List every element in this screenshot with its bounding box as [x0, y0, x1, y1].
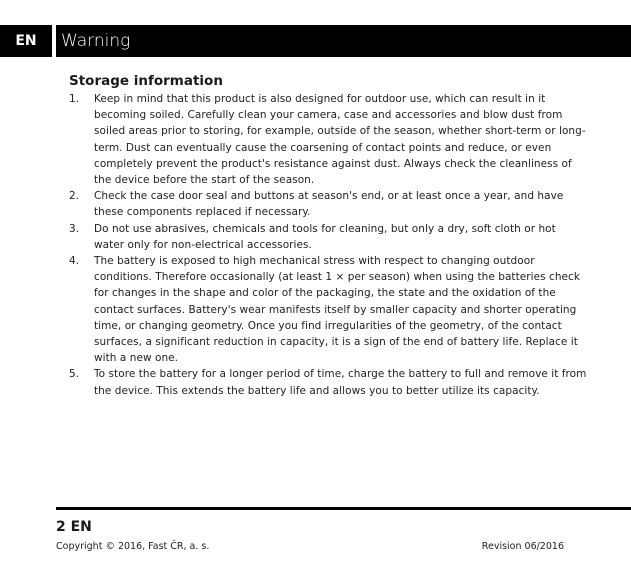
section-title: Storage information	[69, 73, 223, 89]
language-badge: EN	[0, 25, 52, 57]
list-item-text: Check the case door seal and buttons at season's end, or at least once a year, and have these components replaced if necessary.	[94, 190, 564, 219]
storage-info-list	[69, 91, 589, 399]
list-item	[69, 221, 589, 253]
revision-label: Revision 06/2016	[481, 541, 564, 552]
list-item-number: 4.	[69, 255, 80, 268]
copyright-notice: Copyright © 2016, Fast ČR, a. s.	[56, 541, 210, 552]
list-item-text: The battery is exposed to high mechanical stress with respect to changing outdoor conditions. Therefore occasionally (at least 1 × per season) when using the batteries check for changes in the shape and color of the packaging, the state and the oxidation of the contact surfaces. Battery's wear manifests itself by smaller capacity and shorter operating time, or changing geometry. Once you find irregularities of the geometry, of the contact surfaces, a significant reduction in capacity, it is a sign of the end of battery life. Replace it with a new one.	[94, 255, 581, 365]
footer-divider	[56, 507, 631, 510]
list-item	[69, 366, 589, 398]
list-item-number: 5.	[69, 368, 80, 381]
page-title: Warning	[56, 25, 631, 57]
list-item	[69, 253, 589, 366]
page-number: 2 EN	[56, 519, 92, 535]
list-item-number: 1.	[69, 93, 80, 105]
list-item-text: Keep in mind that this product is also designed for outdoor use, which can result in it becoming soiled. Carefully clean your camera, case and accessories and blow dust from soiled areas prior to storing, for example, outside of the season, whether short-term or long-term. Dust can eventually cause the coarsening of contact points and reduce, or even completely prevent the product's resistance against dust. Always check the cleanliness of the device before the start of the season.	[94, 93, 586, 187]
list-item-number: 3.	[69, 222, 80, 235]
list-item	[69, 91, 589, 188]
list-item	[69, 188, 589, 220]
list-item-text: Do not use abrasives, chemicals and tools for cleaning, but only a dry, soft cloth or hot water only for non-electrical accessories.	[94, 222, 556, 251]
list-item-text: To store the battery for a longer period of time, charge the battery to full and remove it from the device. This extends the battery life and allows you to better utilize its capacity.	[94, 368, 587, 397]
list-item-number: 2.	[69, 190, 80, 203]
